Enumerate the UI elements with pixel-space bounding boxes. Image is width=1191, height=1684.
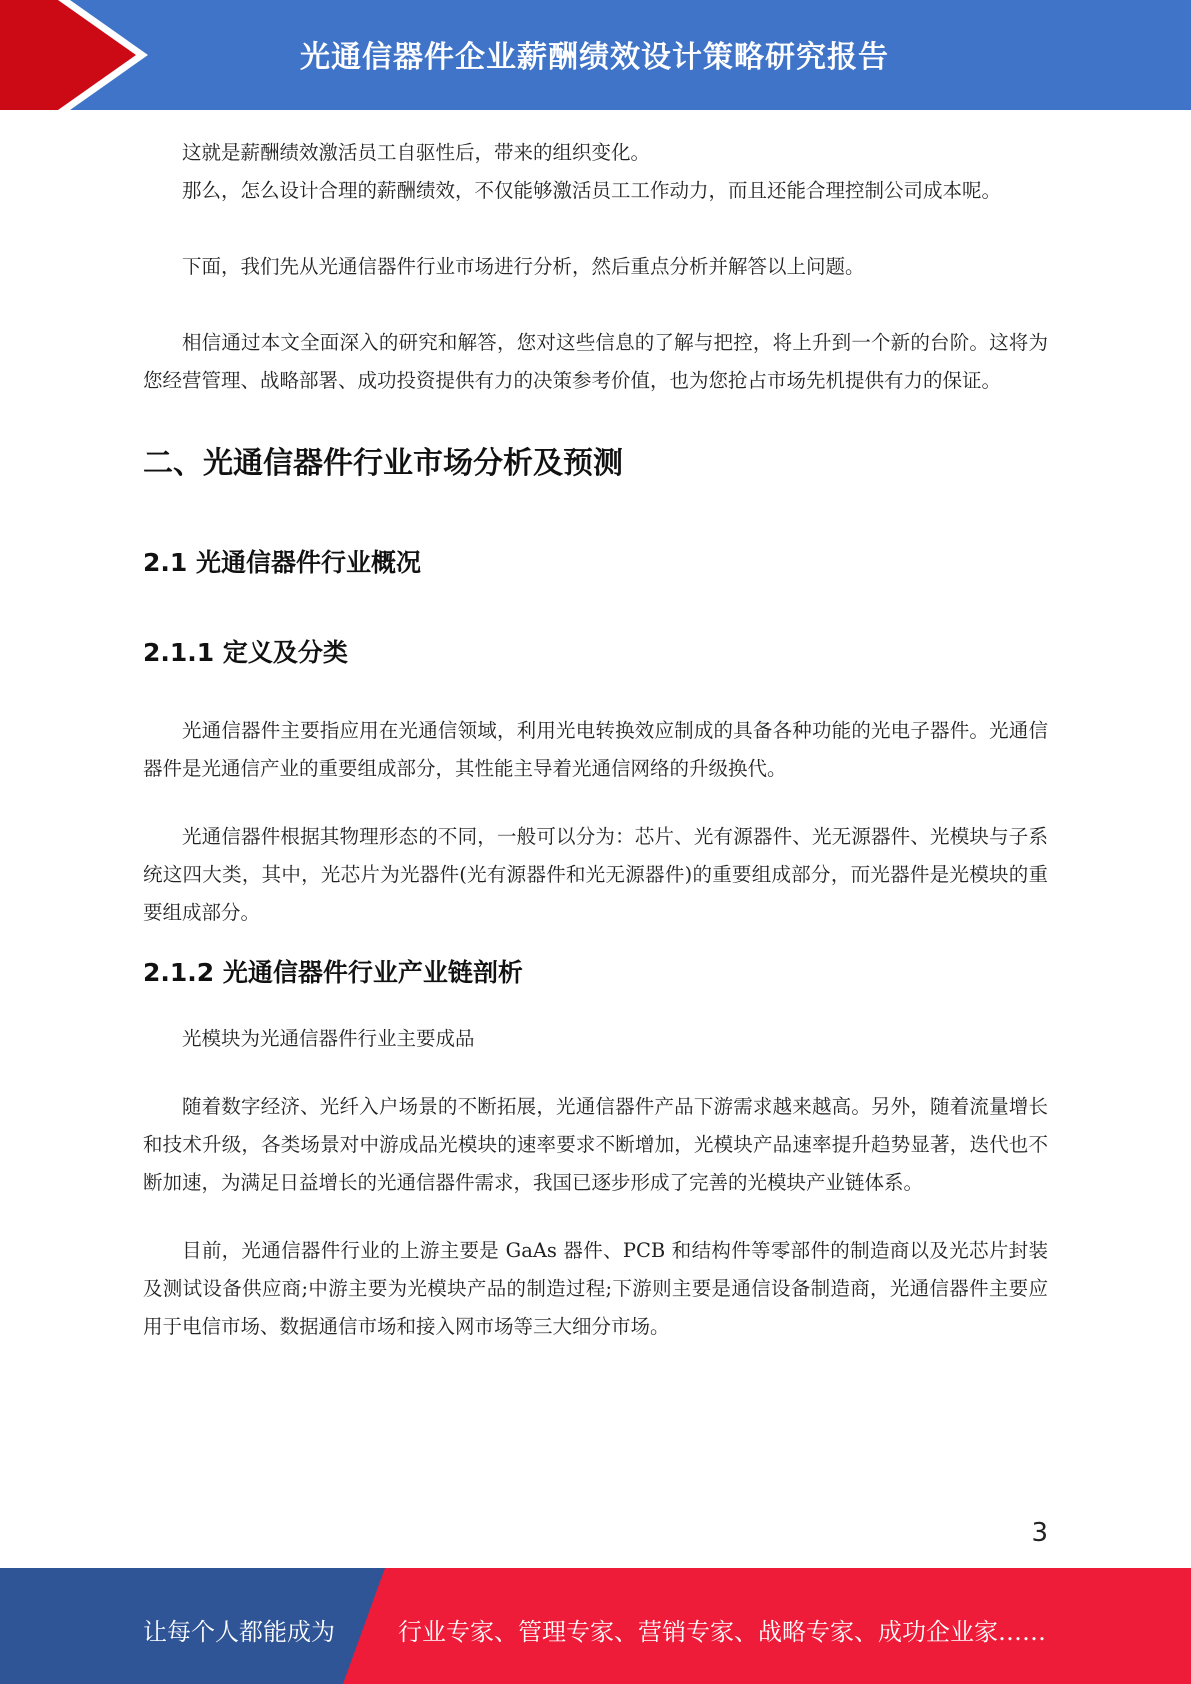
page-number: 3 <box>1031 1518 1048 1548</box>
paragraph-value-statement: 相信通过本文全面深入的研究和解答，您对这些信息的了解与把控，将上升到一个新的台阶。这将为您经营管理、战略部署、成功投资提供有力的决策参考价值，也为您抢占市场先机提供有力的保证。 <box>143 331 1048 392</box>
paragraph-classification: 光通信器件根据其物理形态的不同，一般可以分为：芯片、光有源器件、光无源器件、光模块与子系统这四大类，其中，光芯片为光器件(光有源器件和光无源器件)的重要组成部分，而光器件是光模块的重要组成部分。 <box>143 825 1048 924</box>
document-body <box>143 134 1048 1346</box>
page-footer-banner <box>0 1568 1191 1684</box>
page-header-banner <box>0 0 1191 110</box>
paragraph-optical-module: 光模块为光通信器件行业主要成品 <box>182 1027 475 1050</box>
paragraph-org-change: 这就是薪酬绩效激活员工自驱性后，带来的组织变化。 <box>182 141 651 164</box>
footer-slogan-right: 行业专家、管理专家、营销专家、战略专家、成功企业家…… <box>398 1618 1046 1646</box>
subsection-heading-industry-chain: 2.1.2 光通信器件行业产业链剖析 <box>143 958 523 987</box>
paragraph-design-question: 那么，怎么设计合理的薪酬绩效，不仅能够激活员工工作动力，而且还能合理控制公司成本呢。 <box>182 179 1002 202</box>
paragraph-upstream-downstream: 目前，光通信器件行业的上游主要是 GaAs 器件、PCB 和结构件等零部件的制造商以及光芯片封装及测试设备供应商;中游主要为光模块产品的制造过程;下游则主要是通信设备制造商，光通信器件主要应用于电信市场、数据通信市场和接入网市场等三大细分市场。 <box>143 1239 1048 1338</box>
paragraph-analysis-intro: 下面，我们先从光通信器件行业市场进行分析，然后重点分析并解答以上问题。 <box>182 255 865 278</box>
report-title: 光通信器件企业薪酬绩效设计策略研究报告 <box>300 40 889 75</box>
subsection-heading-industry-overview: 2.1 光通信器件行业概况 <box>143 548 421 577</box>
footer-slogan-left: 让每个人都能成为 <box>143 1618 335 1646</box>
subsection-heading-definition: 2.1.1 定义及分类 <box>143 638 348 667</box>
section-heading-market-analysis: 二、光通信器件行业市场分析及预测 <box>143 446 623 481</box>
paragraph-definition: 光通信器件主要指应用在光通信领域，利用光电转换效应制成的具备各种功能的光电子器件。光通信器件是光通信产业的重要组成部分，其性能主导着光通信网络的升级换代。 <box>143 719 1048 780</box>
paragraph-demand-growth: 随着数字经济、光纤入户场景的不断拓展，光通信器件产品下游需求越来越高。另外，随着流量增长和技术升级，各类场景对中游成品光模块的速率要求不断增加，光模块产品速率提升趋势显著，迭代也不断加速，为满足日益增长的光通信器件需求，我国已逐步形成了完善的光模块产业链体系。 <box>143 1095 1048 1194</box>
